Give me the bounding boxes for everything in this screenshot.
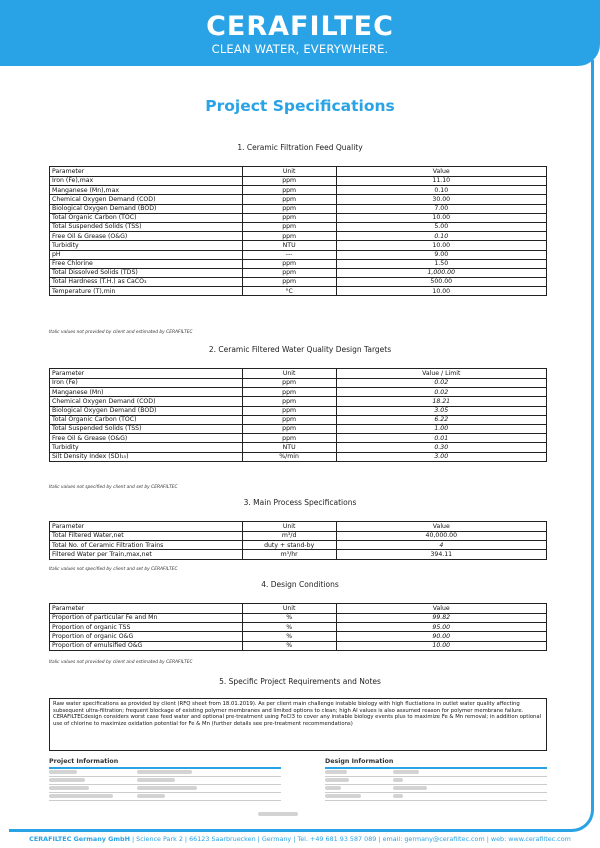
info-row [325,793,547,801]
table-row [50,232,547,241]
info-row [49,777,281,785]
value-cell: 7.00 [336,204,546,213]
unit-cell: m³/d [242,532,336,541]
column-header: Value / Limit [336,369,546,379]
parameter-cell: Total Filtered Water,net [50,532,243,541]
table-row [50,632,547,641]
parameter-cell: Proportion of emulsified O&G [50,641,243,650]
notes-paragraph-2: CERAFILTECdesign considers worst case feed water and optional pre-treatment using FeCl3 to cover any instable biology events plus to maximize Fe & Mn removal; in addition optional use of chlorine to maximize oxidation potential for Fe & Mn (further details see pre-treatment recommendations) [53,714,542,727]
value-cell: 1.00 [336,424,546,433]
parameter-cell: Total Organic Carbon (TOC) [50,415,243,424]
footer-details: | Science Park 2 | 66123 Saarbruecken | Germany | Tel. +49 681 93 587 089 | email: germany@cerafiltec.com | web: www.cerafiltec.com [129,835,571,843]
unit-cell: m³/hr [242,550,336,559]
section-title-process: 3. Main Process Specifications [243,498,357,507]
requirements-notes [49,698,547,751]
parameter-cell: Biological Oxygen Demand (BOD) [50,406,243,415]
value-cell: 30.00 [336,195,546,204]
column-header: Value [336,522,546,532]
value-cell: 9.00 [336,250,546,259]
process-note: Italic values not specified by client and set by CERAFILTEC [49,567,178,572]
value-cell: 99.82 [336,614,546,623]
unit-cell: % [242,641,336,650]
parameter-cell: Total No. of Ceramic Filtration Trains [50,541,243,550]
column-header: Unit [242,369,336,379]
unit-cell: % [242,623,336,632]
table-header-row [50,604,547,614]
header-banner [0,0,600,66]
page-title: Project Specifications [205,97,395,115]
value-cell: 10.00 [336,287,546,296]
table-row [50,278,547,287]
section-title-feed: 1. Ceramic Filtration Feed Quality [237,143,363,152]
table-row [50,259,547,268]
parameter-cell: Total Suspended Solids (TSS) [50,222,243,231]
table-row [50,443,547,452]
unit-cell: ppm [242,204,336,213]
column-header: Parameter [50,167,243,177]
table-row [50,641,547,650]
value-cell: 0.02 [336,379,546,388]
table-row [50,388,547,397]
unit-cell: ppm [242,177,336,186]
value-cell: 5.00 [336,222,546,231]
value-cell: 10.00 [336,241,546,250]
unit-cell: %/min [242,452,336,461]
table-row [50,287,547,296]
value-cell: 0.01 [336,434,546,443]
parameter-cell: Free Oil & Grease (O&G) [50,434,243,443]
table-row [50,532,547,541]
parameter-cell: Proportion of organic TSS [50,623,243,632]
value-cell: 3.05 [336,406,546,415]
design-information-title: Design Information [325,758,394,765]
table-row [50,550,547,559]
section-title-notes: 5. Specific Project Requirements and Notes [219,677,381,686]
unit-cell: ppm [242,232,336,241]
value-cell: 4 [336,541,546,550]
table-row [50,186,547,195]
unit-cell: --- [242,250,336,259]
table-row [50,213,547,222]
parameter-cell: Turbidity [50,443,243,452]
unit-cell: % [242,632,336,641]
parameter-cell: Turbidity [50,241,243,250]
unit-cell: ppm [242,406,336,415]
table-row [50,614,547,623]
parameter-cell: Total Organic Carbon (TOC) [50,213,243,222]
filtered-note: Italic values not specified by client and set by CERAFILTEC [49,485,178,490]
parameter-cell: Proportion of particular Fe and Mn [50,614,243,623]
parameter-cell: Free Oil & Grease (O&G) [50,232,243,241]
value-cell: 0.30 [336,443,546,452]
parameter-cell: Temperature (T),min [50,287,243,296]
table-row [50,268,547,277]
value-cell: 6.22 [336,415,546,424]
design-note: Italic values not provided by client and estimated by CERAFILTEC [49,660,193,665]
column-header: Value [336,167,546,177]
unit-cell: ppm [242,213,336,222]
table-row [50,623,547,632]
value-cell: 11.10 [336,177,546,186]
value-cell: 1,000.00 [336,268,546,277]
table-row [50,406,547,415]
unit-cell: % [242,614,336,623]
parameter-cell: pH [50,250,243,259]
value-cell: 10.00 [336,213,546,222]
table-header-row [50,167,547,177]
design-information [325,758,547,801]
table-row [50,177,547,186]
table-header-row [50,522,547,532]
table-row [50,415,547,424]
parameter-cell: Total Hardness (T.H.) as CaCO₃ [50,278,243,287]
unit-cell: °C [242,287,336,296]
parameter-cell: Chemical Oxygen Demand (COD) [50,195,243,204]
table-row [50,397,547,406]
value-cell: 18.21 [336,397,546,406]
unit-cell: duty + stand-by [242,541,336,550]
notes-paragraph-1: Raw water specifications as provided by client (RFQ sheet from 18.01.2019). As per client main challenge instable biology with high fluctiations in outlet water quality affecting subsequent ultra-filtration; frequent blockage of existing polymer membranes and limited options to clean; high AI values is also assumed reason for polymer membrane failure. [53,701,524,714]
unit-cell: NTU [242,241,336,250]
table-row [50,204,547,213]
section-title-design: 4. Design Conditions [261,580,339,589]
project-information [49,758,281,801]
unit-cell: ppm [242,195,336,204]
column-header: Parameter [50,369,243,379]
project-information-title: Project Information [49,758,119,765]
column-header: Unit [242,604,336,614]
info-row [325,769,547,777]
brand-logo: CERAFILTEC [206,11,394,42]
column-header: Parameter [50,604,243,614]
table-row [50,434,547,443]
feed-note: Italic values not provided by client and estimated by CERAFILTEC [49,330,193,335]
unit-cell: NTU [242,443,336,452]
column-header: Unit [242,522,336,532]
unit-cell: ppm [242,222,336,231]
unit-cell: ppm [242,424,336,433]
section-title-filtered: 2. Ceramic Filtered Water Quality Design Targets [208,345,392,354]
value-cell: 90.00 [336,632,546,641]
parameter-cell: Total Dissolved Solids (TDS) [50,268,243,277]
filtered-quality-table [49,368,547,462]
table-row [50,222,547,231]
table-row [50,452,547,461]
brand-tagline: CLEAN WATER, EVERYWHERE. [211,42,389,56]
parameter-cell: Manganese (Mn),max [50,186,243,195]
table-row [50,241,547,250]
unit-cell: ppm [242,259,336,268]
unit-cell: ppm [242,415,336,424]
table-row [50,379,547,388]
info-row [49,769,281,777]
unit-cell: ppm [242,434,336,443]
value-cell: 95.00 [336,623,546,632]
parameter-cell: Proportion of organic O&G [50,632,243,641]
table-row [50,195,547,204]
column-header: Parameter [50,522,243,532]
column-header: Unit [242,167,336,177]
value-cell: 394.11 [336,550,546,559]
feed-quality-table [49,166,547,296]
info-row [49,785,281,793]
parameter-cell: Manganese (Mn) [50,388,243,397]
table-header-row [50,369,547,379]
footer-company: CERAFILTEC Germany GmbH [29,835,130,843]
unit-cell: ppm [242,379,336,388]
value-cell: 0.10 [336,232,546,241]
unit-cell: ppm [242,278,336,287]
value-cell: 1.50 [336,259,546,268]
process-spec-table [49,521,547,560]
info-row [325,777,547,785]
parameter-cell: Silt Density Index (SDI₁₅) [50,452,243,461]
table-row [50,250,547,259]
value-cell: 0.02 [336,388,546,397]
value-cell: 500.00 [336,278,546,287]
table-row [50,541,547,550]
footer [0,835,600,843]
page-number [258,812,298,816]
table-row [50,424,547,433]
unit-cell: ppm [242,268,336,277]
value-cell: 10.00 [336,641,546,650]
unit-cell: ppm [242,388,336,397]
parameter-cell: Iron (Fe),max [50,177,243,186]
unit-cell: ppm [242,186,336,195]
column-header: Value [336,604,546,614]
parameter-cell: Total Suspended Solids (TSS) [50,424,243,433]
unit-cell: ppm [242,397,336,406]
value-cell: 0.10 [336,186,546,195]
info-row [325,785,547,793]
design-conditions-table [49,603,547,651]
value-cell: 40,000.00 [336,532,546,541]
parameter-cell: Free Chlorine [50,259,243,268]
parameter-cell: Chemical Oxygen Demand (COD) [50,397,243,406]
parameter-cell: Biological Oxygen Demand (BOD) [50,204,243,213]
info-row [49,793,281,801]
value-cell: 3.00 [336,452,546,461]
parameter-cell: Filtered Water per Train,max,net [50,550,243,559]
parameter-cell: Iron (Fe) [50,379,243,388]
